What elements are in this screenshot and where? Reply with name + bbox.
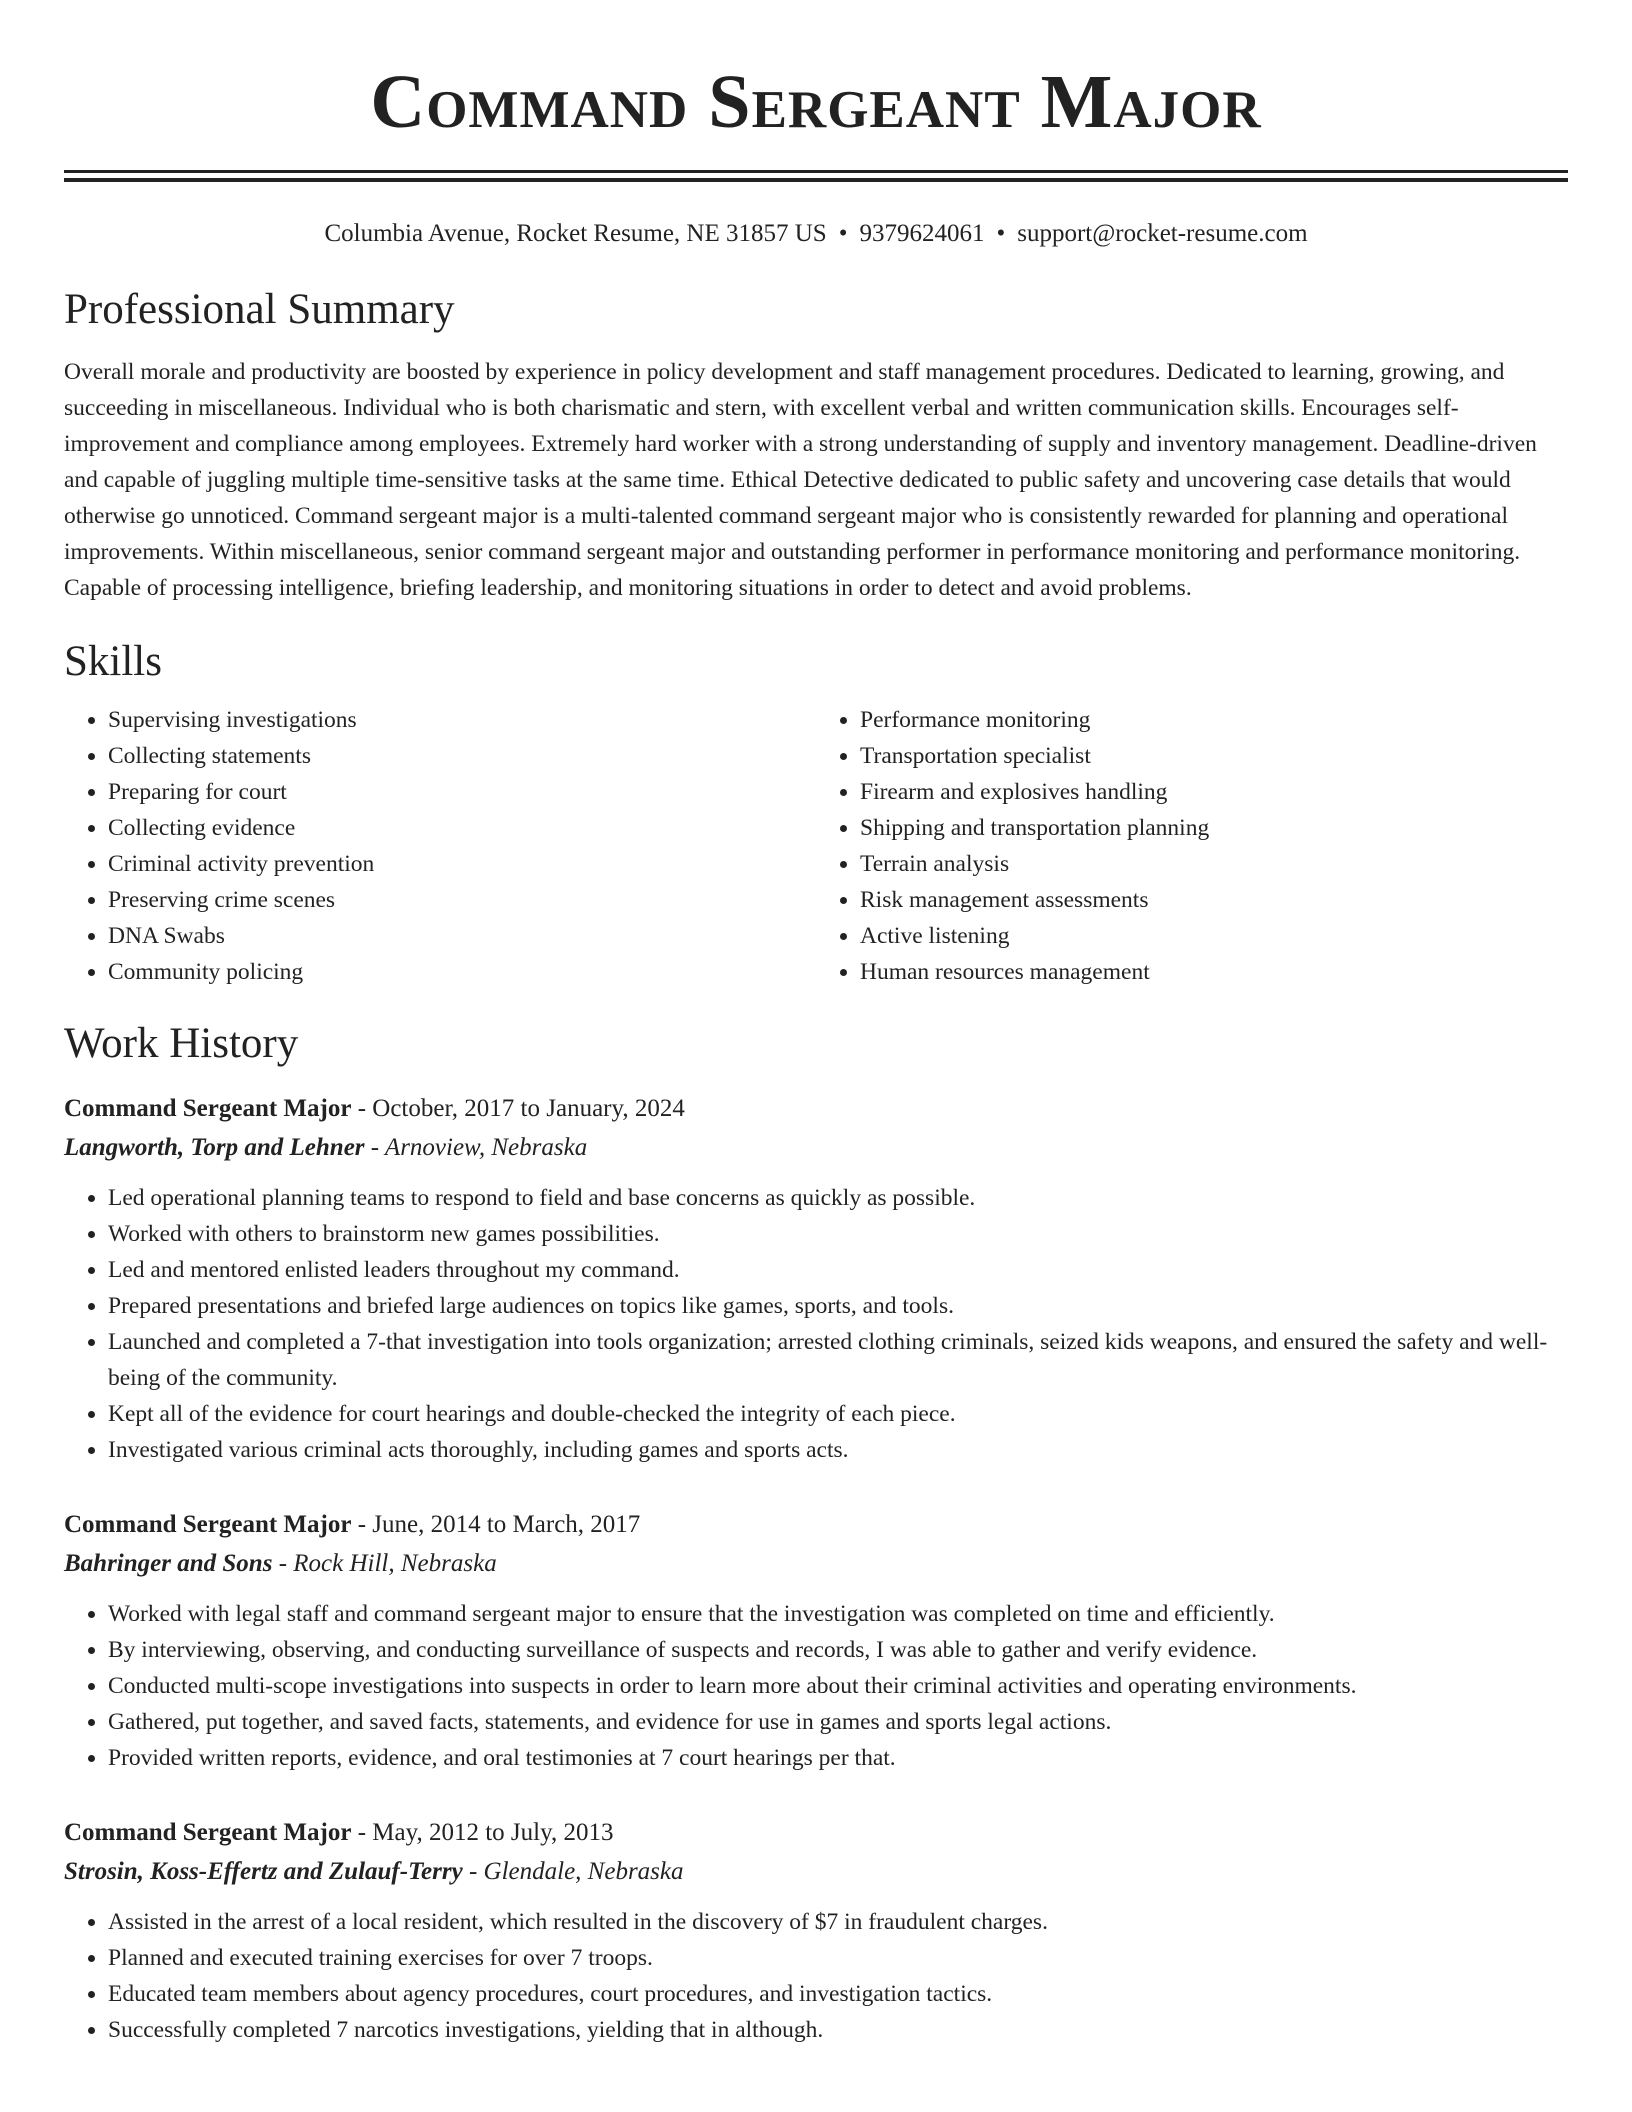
duty-item: • Provided written reports, evidence, and oral testimonies at 7 court hearings per that.: [108, 1740, 1568, 1776]
contact-line: [64, 218, 1568, 250]
duty-item: • Worked with others to brainstorm new games possibilities.: [108, 1216, 1568, 1252]
employer-location: - Arnoview, Nebraska: [364, 1134, 588, 1161]
skills-grid: [64, 702, 1568, 990]
skills-heading: Skills: [64, 638, 162, 685]
job-entry: [64, 1814, 1568, 2048]
skill-item: • Transportation specialist: [860, 738, 1568, 774]
employer-location: - Rock Hill, Nebraska: [272, 1550, 497, 1577]
employer-line: [64, 1128, 1568, 1168]
duty-item: • Prepared presentations and briefed large audiences on topics like games, sports, and tools.: [108, 1288, 1568, 1324]
employer-name: Strosin, Koss-Effertz and Zulauf-Terry: [64, 1858, 463, 1885]
duty-item: • By interviewing, observing, and conducting surveillance of suspects and records, I was able to gather and verify evidence.: [108, 1632, 1568, 1668]
summary-heading: Professional Summary: [64, 286, 455, 333]
skill-item: • Firearm and explosives handling: [860, 774, 1568, 810]
skill-item: • Preserving crime scenes: [108, 882, 816, 918]
job-title: Command Sergeant Major: [64, 1819, 352, 1846]
duty-item: • Worked with legal staff and command sergeant major to ensure that the investigation was completed on time and efficiently.: [108, 1596, 1568, 1632]
job-title-line: [64, 1506, 1568, 1544]
job-duties: [64, 1904, 1568, 2048]
skill-item: • DNA Swabs: [108, 918, 816, 954]
employer-name: Langworth, Torp and Lehner: [64, 1134, 365, 1161]
skill-item: • Preparing for court: [108, 774, 816, 810]
skill-item: • Terrain analysis: [860, 846, 1568, 882]
duty-item: • Assisted in the arrest of a local resident, which resulted in the discovery of $7 in fraudulent charges.: [108, 1904, 1568, 1940]
employer-location: - Glendale, Nebraska: [462, 1858, 684, 1885]
skill-item: • Collecting evidence: [108, 810, 816, 846]
skill-item: • Collecting statements: [108, 738, 816, 774]
duty-item: • Investigated various criminal acts thoroughly, including games and sports acts.: [108, 1432, 1568, 1468]
job-dates: - October, 2017 to January, 2024: [351, 1095, 685, 1122]
job-title: Command Sergeant Major: [64, 1095, 352, 1122]
job-duties: [64, 1180, 1568, 1468]
duty-item: • Launched and completed a 7-that investigation into tools organization; arrested clothing criminals, seized kids weapons, and ensured the safety and well-being of the community.: [108, 1324, 1568, 1396]
job-duties: [64, 1596, 1568, 1776]
employer-line: [64, 1544, 1568, 1584]
resume-page: [64, 0, 1568, 2048]
job-title-line: [64, 1090, 1568, 1128]
employer-line: [64, 1852, 1568, 1892]
job-title: Command Sergeant Major: [64, 1511, 352, 1538]
job-dates: - May, 2012 to July, 2013: [351, 1819, 614, 1846]
work-history-heading: Work History: [64, 1020, 299, 1067]
duty-item: • Planned and executed training exercises for over 7 troops.: [108, 1940, 1568, 1976]
contact-email: support@rocket-resume.com: [1017, 220, 1308, 247]
skill-item: • Active listening: [860, 918, 1568, 954]
job-entry: [64, 1090, 1568, 1468]
contact-address: Columbia Avenue, Rocket Resume, NE 31857 US: [324, 220, 827, 247]
skill-item: • Performance monitoring: [860, 702, 1568, 738]
duty-item: • Kept all of the evidence for court hearings and double-checked the integrity of each piece.: [108, 1396, 1568, 1432]
skill-item: • Risk management assessments: [860, 882, 1568, 918]
contact-separator: •: [996, 220, 1006, 247]
job-title-line: [64, 1814, 1568, 1852]
contact-phone: 9379624061: [859, 220, 985, 247]
skill-item: • Criminal activity prevention: [108, 846, 816, 882]
title-divider: [64, 170, 1568, 182]
duty-item: • Led and mentored enlisted leaders throughout my command.: [108, 1252, 1568, 1288]
skill-item: • Supervising investigations: [108, 702, 816, 738]
contact-separator: •: [838, 220, 848, 247]
employer-name: Bahringer and Sons: [64, 1550, 273, 1577]
duty-item: • Conducted multi-scope investigations into suspects in order to learn more about their criminal activities and operating environments.: [108, 1668, 1568, 1704]
skills-left-list: [64, 702, 816, 990]
resume-title: Command Sergeant Major: [370, 60, 1262, 144]
skill-item: • Human resources management: [860, 954, 1568, 990]
duty-item: • Led operational planning teams to respond to field and base concerns as quickly as possible.: [108, 1180, 1568, 1216]
skill-item: • Shipping and transportation planning: [860, 810, 1568, 846]
job-entry: [64, 1506, 1568, 1776]
duty-item: • Educated team members about agency procedures, court procedures, and investigation tactics.: [108, 1976, 1568, 2012]
duty-item: • Gathered, put together, and saved facts, statements, and evidence for use in games and sports legal actions.: [108, 1704, 1568, 1740]
skills-right-list: [816, 702, 1568, 990]
skill-item: • Community policing: [108, 954, 816, 990]
job-dates: - June, 2014 to March, 2017: [351, 1511, 641, 1538]
summary-text: Overall morale and productivity are boosted by experience in policy development and staff management procedures. Dedicated to learning, growing, and succeeding in miscellaneous. Individual who is both charismatic and stern, with excellent verbal and written communication skills. Encourages self-improvement and compliance among employees. Extremely hard worker with a strong understanding of supply and inventory management. Deadline-driven and capable of juggling multiple time-sensitive tasks at the same time. Ethical Detective dedicated to public safety and uncovering case details that would otherwise go unnoticed. Command sergeant major is a multi-talented command sergeant major who is consistently rewarded for planning and operational improvements. Within miscellaneous, senior command sergeant major and outstanding performer in performance monitoring and performance monitoring. Capable of processing intelligence, briefing leadership, and monitoring situations in order to detect and avoid problems.: [64, 359, 1537, 601]
duty-item: • Successfully completed 7 narcotics investigations, yielding that in although.: [108, 2012, 1568, 2048]
